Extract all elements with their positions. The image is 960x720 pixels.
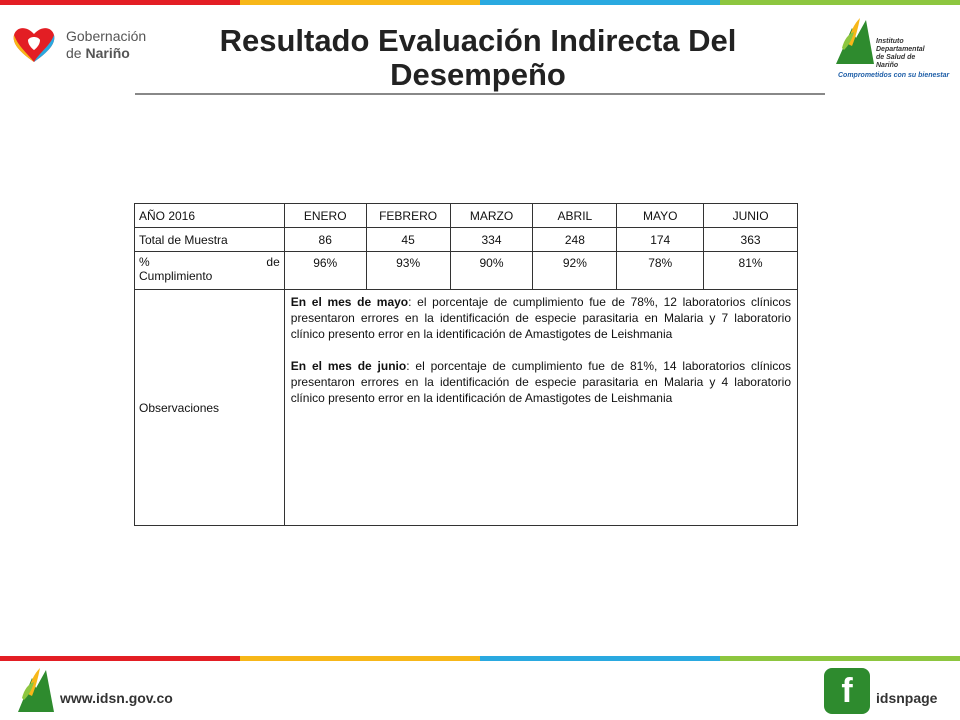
plant-logo-icon: [14, 664, 58, 714]
observacion-junio: [291, 358, 791, 406]
inst-logo-line1: Instituto: [876, 38, 904, 45]
table-cell: 174: [617, 228, 704, 252]
inst-logo-line2: Departamental: [876, 46, 925, 53]
observacion-mayo-heading: En el mes de mayo: [290, 295, 409, 309]
table-cell: 90%: [450, 252, 533, 290]
title-line1: Resultado Evaluación Indirecta Del: [219, 23, 737, 58]
observacion-mayo: [291, 294, 791, 342]
table-header-row: [135, 204, 798, 228]
facebook-icon[interactable]: f: [824, 668, 870, 714]
facebook-page-link[interactable]: idsnpage: [876, 690, 938, 706]
page-title: [140, 24, 816, 92]
gob-logo-line1: Gobernación: [66, 28, 147, 44]
table-cell: 334: [450, 228, 533, 252]
observacion-junio-body: : el porcentaje de cumplimiento fue de 81%, 14 laboratorios clínicos presentaron errores en la identificación de especie parasitaria en Malaria y 4 laboratorio clínico presento error en la identificación de Amastigotes de Leishmania: [290, 359, 791, 405]
top-color-stripe: [0, 0, 960, 5]
inst-logo-line4: Nariño: [876, 62, 899, 69]
table-cell: 86: [284, 228, 366, 252]
cumplimiento-label: [135, 252, 285, 290]
gobernacion-logo: [10, 22, 160, 72]
header-cell-febrero: FEBRERO: [366, 204, 450, 228]
title-divider: [135, 93, 825, 95]
table-row-cumplimiento: [135, 252, 798, 290]
title-line2: Desempeño: [390, 57, 566, 92]
table-cell: 93%: [366, 252, 450, 290]
cumplimiento-label-b: de: [266, 255, 280, 269]
table-cell: 78%: [617, 252, 704, 290]
inst-logo-line3: de Salud de: [876, 54, 916, 61]
header-cell-mayo: MAYO: [617, 204, 704, 228]
header-cell-enero: ENERO: [284, 204, 366, 228]
total-muestra-label: Total de Muestra: [135, 228, 285, 252]
table-cell: 248: [533, 228, 617, 252]
observaciones-label: Observaciones: [135, 290, 285, 526]
gob-logo-line2-prefix: de: [66, 45, 86, 61]
observaciones-text: [284, 290, 797, 526]
instituto-logo: [830, 12, 950, 78]
evaluation-table: [134, 203, 798, 526]
table-cell: 81%: [704, 252, 798, 290]
table-row-observaciones: [135, 290, 798, 526]
header-cell-junio: JUNIO: [704, 204, 798, 228]
table-cell: 45: [366, 228, 450, 252]
observacion-mayo-body: : el porcentaje de cumplimiento fue de 78%, 12 laboratorios clínicos presentaron errores en la identificación de especie parasitaria en Malaria y 7 laboratorio clínico presento error en la identificación de Amastigotes de Leishmania: [290, 295, 791, 341]
table-row-total-muestra: [135, 228, 798, 252]
header-cell-year: AÑO 2016: [135, 204, 285, 228]
header-cell-marzo: MARZO: [450, 204, 533, 228]
table-cell: 92%: [533, 252, 617, 290]
cumplimiento-label-c: Cumplimiento: [139, 269, 213, 283]
gob-logo-line2-strong: Nariño: [85, 45, 130, 61]
plant-logo-icon: [830, 14, 878, 66]
cumplimiento-label-a: %: [139, 255, 150, 269]
bottom-color-stripe: [0, 656, 960, 661]
table-cell: 96%: [284, 252, 366, 290]
heart-logo-icon: [10, 22, 58, 66]
website-link[interactable]: www.idsn.gov.co: [60, 690, 173, 706]
inst-logo-slogan: Comprometidos con su bienestar: [838, 72, 950, 79]
observacion-junio-heading: En el mes de junio: [290, 359, 407, 373]
header-cell-abril: ABRIL: [533, 204, 617, 228]
table-cell: 363: [704, 228, 798, 252]
